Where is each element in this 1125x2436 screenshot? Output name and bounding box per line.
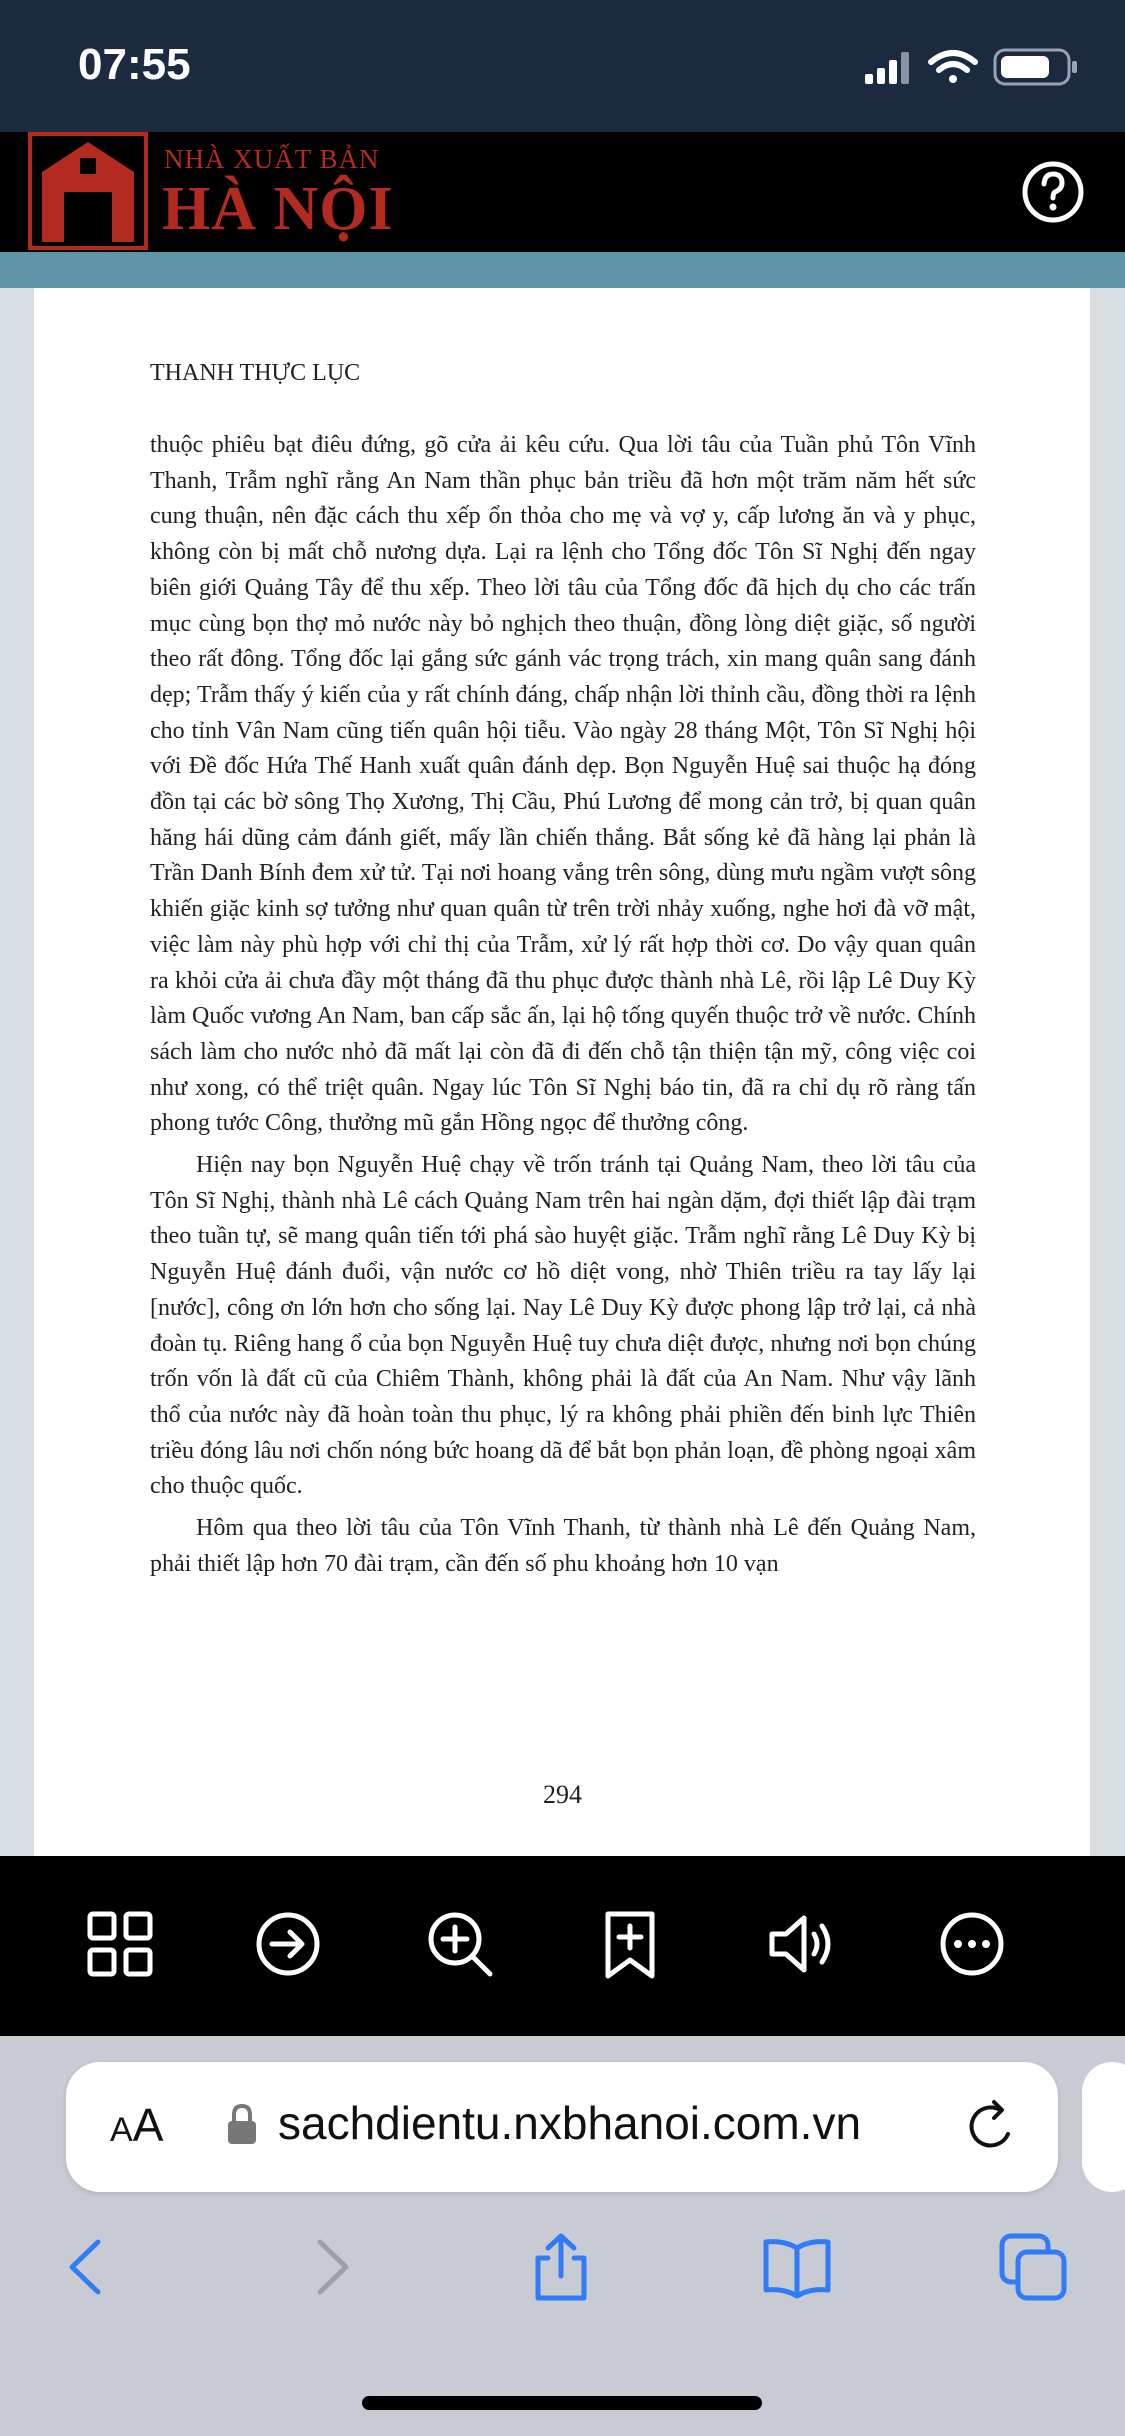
paragraph: thuộc phiêu bạt điêu đứng, gõ cửa ải kêu cứu. Qua lời tâu của Tuần phủ Tôn Vĩnh Thanh, Trẫm nghĩ rằng An Nam thần phục bản triều đã hơn một trăm năm hết sức cung thuận, nên đặc cách thu xếp ổn thỏa cho mẹ và vợ y, cấp lương ăn và y phục, không còn bị mất chỗ nương dựa. Lại ra lệnh cho Tổng đốc Tôn Sĩ Nghị đến ngay biên giới Quảng Tây để thu xếp. Theo lời tâu của Tổng đốc đã hịch dụ cho các trấn mục cùng bọn thợ mỏ nước này bỏ nghịch theo thuận, đồng lòng diệt giặc, số người theo rất đông. Tổng đốc lại gắng sức gánh vác trọng trách, xin mang quân sang đánh dẹp; Trẫm thấy ý kiến của y rất chính đáng, chấp nhận lời thỉnh cầu, đồng thời ra lệnh cho tỉnh Vân Nam cũng tiến quân hội tiễu. Vào ngày 28 tháng Một, Tôn Sĩ Nghị hội với Đề đốc Hứa Thế Hanh xuất quân đánh dẹp. Bọn Nguyễn Huệ sai thuộc hạ đóng đồn tại các bờ sông Thọ Xương, Thị Cầu, Phú Lương để mong cản trở, bị quan quân hăng hái dũng cảm đánh giết, mấy lần chiến thắng. Bắt sống kẻ đã hàng lại phản là Trần Danh Bính đem xử tử. Tại nơi hoang vắng trên sông, dùng mưu ngầm vượt sông khiến giặc kinh sợ tưởng như quan quân từ trên trời nhảy xuống, nghe hơi đà vỡ mật, việc làm này phù hợp với chỉ thị của Trẫm, xử lý rất hợp thời cơ. Do vậy quan quân ra khỏi cửa ải chưa đầy một tháng đã thu phục được thành nhà Lê, rồi lập Lê Duy Kỳ làm Quốc vương An Nam, ban cấp sắc ấn, lại hộ tống quyến thuộc trở về nước. Chính sách làm cho nước nhỏ đã mất lại còn đã đi đến chỗ tận thiện tận mỹ, công việc coi như xong, có thể triệt quân. Ngay lúc Tôn Sĩ Nghị báo tin, đã ra chỉ dụ rõ ràng tấn phong tước Công, thưởng mũ gắn Hồng ngọc để thưởng công. [150, 432, 976, 1137]
cellular-signal-icon [865, 52, 909, 84]
publisher-logo-icon [28, 132, 148, 250]
more-icon[interactable] [936, 1908, 1008, 1980]
tabs-icon[interactable] [998, 2232, 1068, 2302]
next-tab-peek[interactable] [1082, 2062, 1125, 2192]
paragraph: Hôm qua theo lời tâu của Tôn Vĩnh Thanh, từ thành nhà Lê đến Quảng Nam, phải thiết lập hơn 70 đài trạm, cần đến số phu khoảng hơn 10 vạn [150, 1515, 976, 1577]
publisher-header [0, 132, 1125, 252]
help-button[interactable] [1021, 160, 1085, 224]
reader-toolbar [0, 1856, 1125, 2036]
page-text [150, 428, 976, 1589]
url-text: sachdientu.nxbhanoi.com.vn [278, 2097, 862, 2149]
publisher-name-line2: HÀ NỘI [162, 175, 394, 243]
add-bookmark-icon[interactable] [594, 1908, 666, 1980]
go-to-page-icon[interactable] [252, 1908, 324, 1980]
page-number: 294 [543, 1780, 582, 1809]
battery-icon [995, 50, 1077, 84]
bookmarks-icon[interactable] [762, 2232, 832, 2302]
home-indicator [362, 2396, 762, 2410]
running-head: THANH THỰC LỤC [150, 360, 361, 386]
reload-icon[interactable] [964, 2096, 1020, 2156]
forward-icon[interactable] [296, 2232, 366, 2302]
grid-icon[interactable] [84, 1908, 156, 1980]
status-time: 07:55 [78, 40, 191, 89]
paragraph: Hiện nay bọn Nguyễn Huệ chạy về trốn tránh tại Quảng Nam, theo lời tâu của Tôn Sĩ Nghị, thành nhà Lê cách Quảng Nam trên hai ngàn dặm, đợi thiết lập đài trạm theo tuần tự, sẽ mang quân tiến tới phá sào huyệt giặc. Trẫm nghĩ rằng Lê Duy Kỳ bị Nguyễn Huệ đánh đuổi, vận nước cơ hồ diệt vong, nhờ Thiên triều ra tay lấy lại [nước], công ơn lớn hơn cho sống lại. Nay Lê Duy Kỳ được phong lập trở lại, cả nhà đoàn tụ. Riêng hang ổ của bọn Nguyễn Huệ tuy chưa diệt được, nhưng nơi bọn chúng trốn vốn là đất cũ của Chiêm Thành, không phải là đất của An Nam. Như vậy lãnh thổ của nước này đã hoàn toàn thu phục, lý ra không phải phiền đến binh lực Thiên triều đóng lâu nơi chốn nóng bức hoang dã để bắt bọn phản loạn, đề phòng ngoại xâm cho thuộc quốc. [150, 1152, 976, 1500]
reader-text-size-button[interactable] [110, 2098, 163, 2152]
lock-icon [226, 2102, 258, 2146]
zoom-in-icon[interactable] [424, 1908, 496, 1980]
publisher-name-line1: NHÀ XUẤT BẢN [164, 144, 380, 174]
share-icon[interactable] [526, 2232, 596, 2302]
wifi-icon [931, 53, 975, 83]
aa-small: A [110, 2111, 133, 2149]
status-bar [0, 0, 1125, 132]
speaker-icon[interactable] [764, 1908, 836, 1980]
reader-top-strip [0, 252, 1125, 288]
back-icon[interactable] [52, 2232, 122, 2302]
aa-large: A [132, 2099, 164, 2151]
status-icons [865, 46, 1085, 86]
address-bar[interactable] [66, 2062, 1058, 2192]
